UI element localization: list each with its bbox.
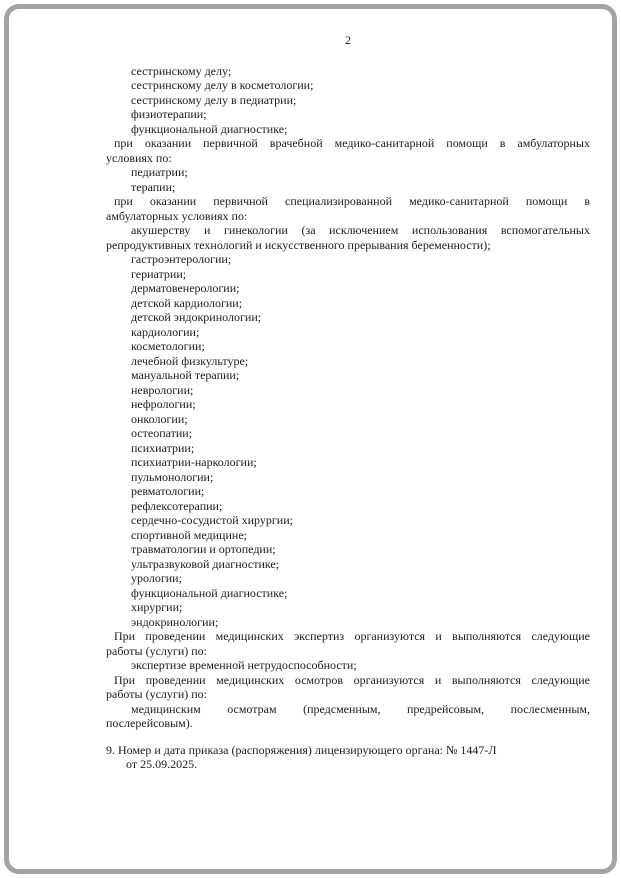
text-line: психиатрии; xyxy=(131,440,195,455)
text-line: кардиологии; xyxy=(131,324,200,339)
text-line: ультразвуковой диагностике; xyxy=(131,556,280,571)
text-block xyxy=(106,673,590,702)
text-block xyxy=(106,325,590,340)
text-line: при оказании первичной специализированной медико-санитарной помощи в xyxy=(114,194,590,208)
text-block xyxy=(106,600,590,615)
text-line: условиях по: xyxy=(106,150,172,165)
text-line: психиатрии-наркологии; xyxy=(131,455,257,469)
text-block xyxy=(106,339,590,354)
text-block xyxy=(106,136,590,165)
text-line: травматологии и ортопедии; xyxy=(131,542,276,556)
text-line: репродуктивных технологий и искусственного прерывания беременности); xyxy=(106,237,491,252)
text-line: акушерству и гинекологии (за исключением использования вспомогательных xyxy=(131,223,590,237)
text-block xyxy=(106,441,590,456)
text-line: нефрологии; xyxy=(131,397,196,411)
page-content xyxy=(106,33,590,772)
text-block xyxy=(106,528,590,543)
text-block xyxy=(106,470,590,485)
text-line: сестринскому делу в педиатрии; xyxy=(131,92,297,107)
text-block xyxy=(106,78,590,93)
text-block xyxy=(106,484,590,499)
text-block xyxy=(106,252,590,267)
text-line: сестринскому делу в косметологии; xyxy=(131,78,314,92)
text-block xyxy=(106,310,590,325)
text-block xyxy=(106,629,590,658)
text-block xyxy=(106,397,590,412)
text-line: гастроэнтерологии; xyxy=(131,252,232,266)
text-line: При проведении медицинских экспертиз организуются и выполняются следующие xyxy=(114,629,590,643)
text-block xyxy=(106,354,590,369)
text-block xyxy=(106,412,590,427)
text-block xyxy=(106,93,590,108)
text-line: 9. Номер и дата приказа (распоряжения) лицензирующего органа: № 1447-Л xyxy=(106,742,497,757)
text-line: эндокринологии; xyxy=(131,614,219,629)
text-block xyxy=(106,513,590,528)
text-line: физиотерапии; xyxy=(131,107,207,121)
text-line: мануальной терапии; xyxy=(131,368,240,382)
text-line: послерейсовым). xyxy=(106,716,193,730)
text-block xyxy=(106,455,590,470)
text-line: онкологии; xyxy=(131,411,188,426)
text-block xyxy=(106,383,590,398)
text-block xyxy=(106,702,590,731)
text-block xyxy=(106,107,590,122)
text-line: амбулаторных условиях по: xyxy=(106,208,248,223)
text-line: При проведении медицинских осмотров организуются и выполняются следующие xyxy=(114,672,590,687)
text-block xyxy=(106,180,590,195)
document-body xyxy=(106,64,590,772)
text-line: детской эндокринологии; xyxy=(131,310,262,324)
text-line: педиатрии; xyxy=(131,165,188,179)
text-line: экспертизе временной нетрудоспособности; xyxy=(131,658,357,672)
text-block xyxy=(106,571,590,586)
text-block xyxy=(106,223,590,252)
text-line: гериатрии; xyxy=(131,266,187,281)
text-line: медицинским осмотрам (предсменным, предрейсовым, послесменным, xyxy=(131,701,590,716)
text-block xyxy=(106,426,590,441)
text-line: ревматологии; xyxy=(131,484,205,498)
text-block xyxy=(106,542,590,557)
text-block xyxy=(106,296,590,311)
text-block xyxy=(106,557,590,572)
text-block xyxy=(106,64,590,79)
page-number: 2 xyxy=(345,33,351,47)
text-block xyxy=(106,165,590,180)
text-block xyxy=(106,586,590,601)
text-block xyxy=(106,368,590,383)
text-block xyxy=(106,615,590,630)
text-line: детской кардиологии; xyxy=(131,295,243,310)
text-line: работы (услуги) по: xyxy=(106,687,207,701)
text-line: работы (услуги) по: xyxy=(106,643,207,658)
text-line: сестринскому делу; xyxy=(131,63,232,78)
text-line: спортивной медицине; xyxy=(131,527,247,542)
text-line: функциональной диагностике; xyxy=(131,121,288,136)
text-line: пульмонологии; xyxy=(131,469,214,484)
text-line: лечебной физкультуре; xyxy=(131,353,249,368)
text-line: неврологии; xyxy=(131,382,194,397)
text-line: рефлексотерапии; xyxy=(131,498,223,513)
text-line: сердечно-сосудистой хирургии; xyxy=(131,513,293,527)
text-block xyxy=(106,122,590,137)
text-block xyxy=(106,267,590,282)
text-block xyxy=(106,658,590,673)
text-line: урологии; xyxy=(131,571,182,585)
text-line: функциональной диагностике; xyxy=(131,585,288,600)
text-block xyxy=(106,281,590,296)
text-line: остеопатии; xyxy=(131,426,193,440)
text-line: дерматовенерологии; xyxy=(131,281,240,295)
text-line: хирургии; xyxy=(131,600,183,614)
text-block xyxy=(106,499,590,514)
text-line: при оказании первичной врачебной медико-санитарной помощи в амбулаторных xyxy=(114,136,590,150)
text-line: от 25.09.2025. xyxy=(126,757,198,771)
clause-block xyxy=(106,743,590,772)
text-line: терапии; xyxy=(131,179,176,194)
text-line: косметологии; xyxy=(131,339,205,353)
text-block xyxy=(106,194,590,223)
